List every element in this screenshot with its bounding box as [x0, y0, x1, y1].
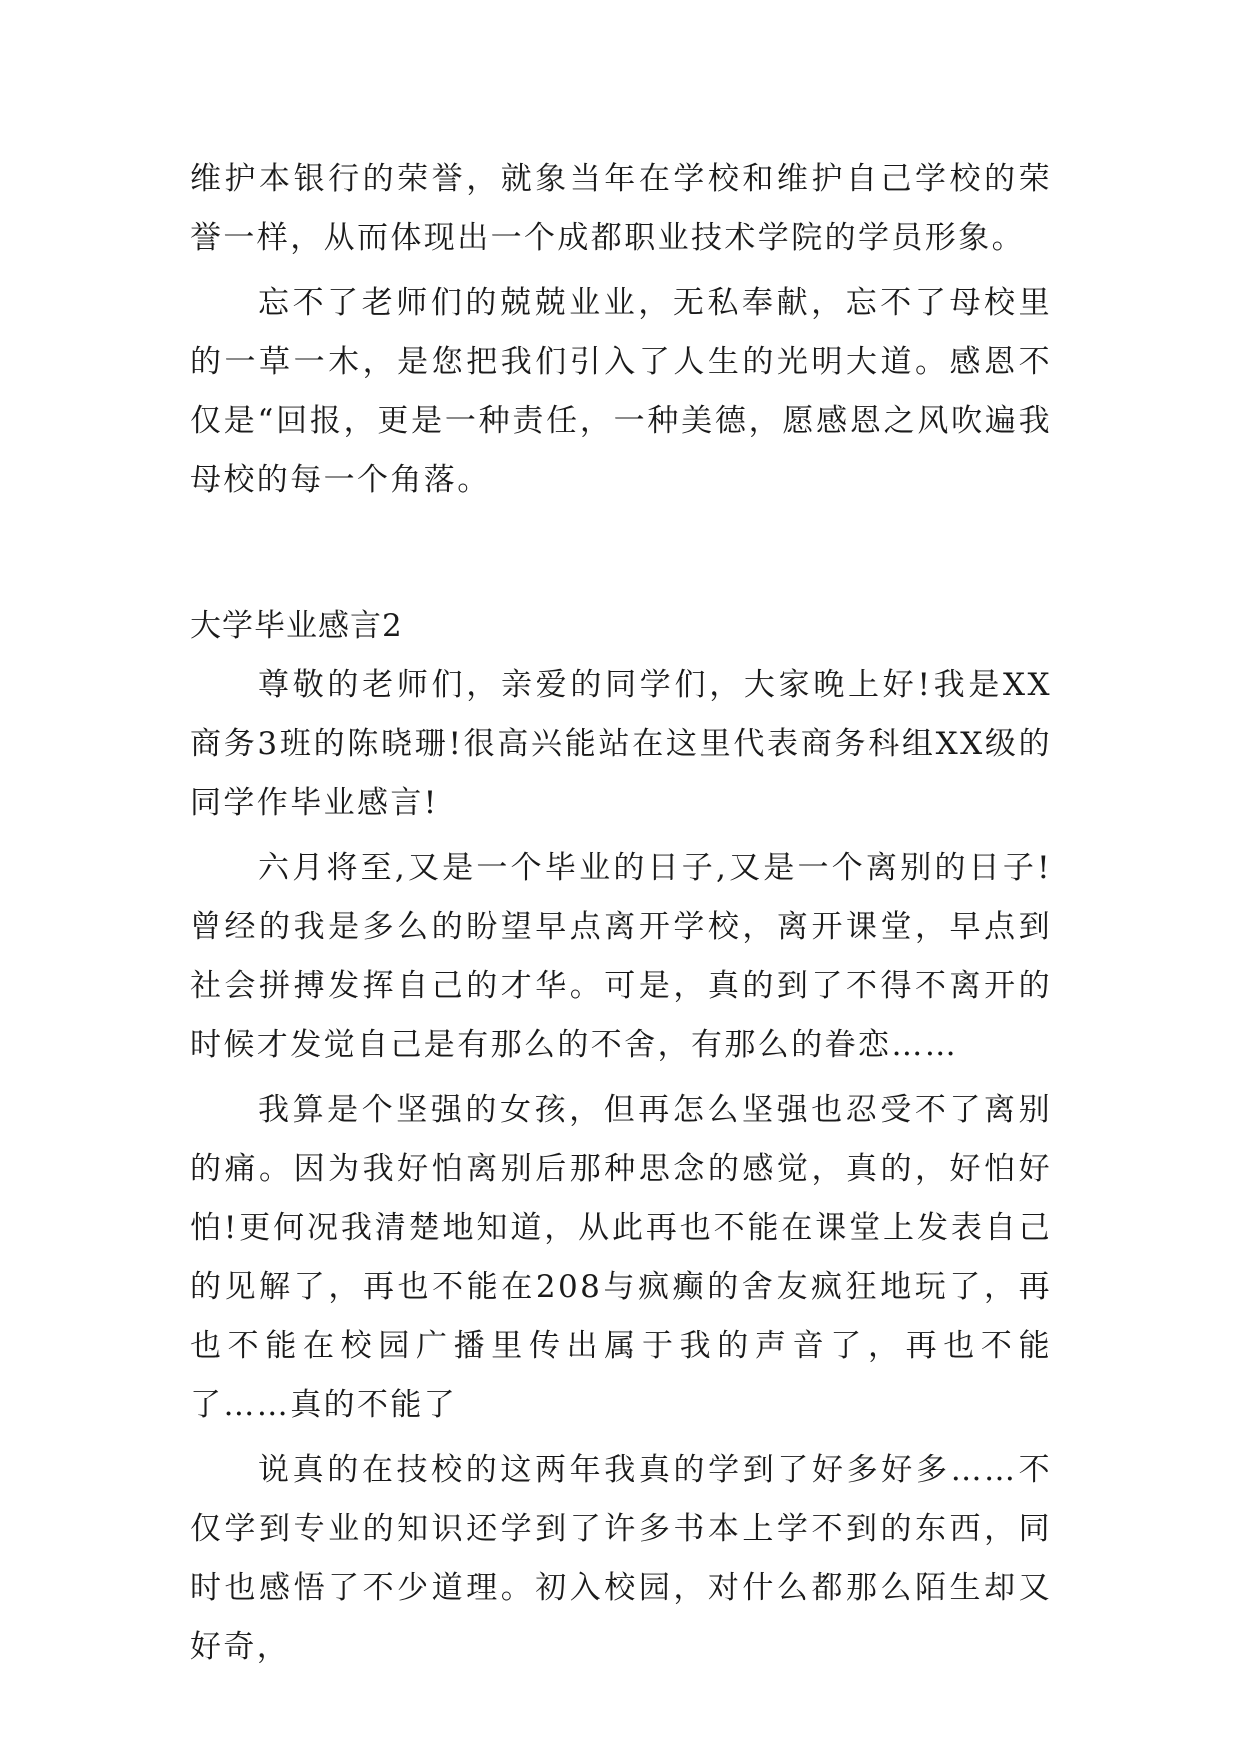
section-heading: 大学毕业感言2	[190, 608, 403, 644]
paragraph: 尊敬的老师们，亲爱的同学们，大家晚上好!我是XX商务3班的陈晓珊!很高兴能站在这里代表商务科组XX级的同学作毕业感言!	[190, 667, 1052, 821]
paragraph: 说真的在技校的这两年我真的学到了好多好多……不仅学到专业的知识还学到了许多书本上学不到的东西，同时也感悟了不少道理。初入校园，对什么都那么陌生却又好奇，	[190, 1452, 1052, 1665]
paragraph: 忘不了老师们的兢兢业业，无私奉献，忘不了母校里的一草一木，是您把我们引入了人生的光明大道。感恩不仅是“回报，更是一种责任，一种美德，愿感恩之风吹遍我母校的每一个角落。	[190, 285, 1052, 498]
paragraph: 我算是个坚强的女孩，但再怎么坚强也忍受不了离别的痛。因为我好怕离别后那种思念的感觉，真的，好怕好怕!更何况我清楚地知道，从此再也不能在课堂上发表自己的见解了，再也不能在208与疯癫的舍友疯狂地玩了，再也不能在校园广播里传出属于我的声音了，再也不能了……真的不能了	[190, 1092, 1052, 1423]
document-body	[190, 150, 1052, 1677]
paragraph: 维护本银行的荣誉，就象当年在学校和维护自己学校的荣誉一样，从而体现出一个成都职业技术学院的学员形象。	[190, 161, 1052, 256]
paragraph: 六月将至,又是一个毕业的日子,又是一个离别的日子!曾经的我是多么的盼望早点离开学校，离开课堂，早点到社会拼搏发挥自己的才华。可是，真的到了不得不离开的时候才发觉自己是有那么的不舍，有那么的眷恋……	[190, 850, 1052, 1063]
